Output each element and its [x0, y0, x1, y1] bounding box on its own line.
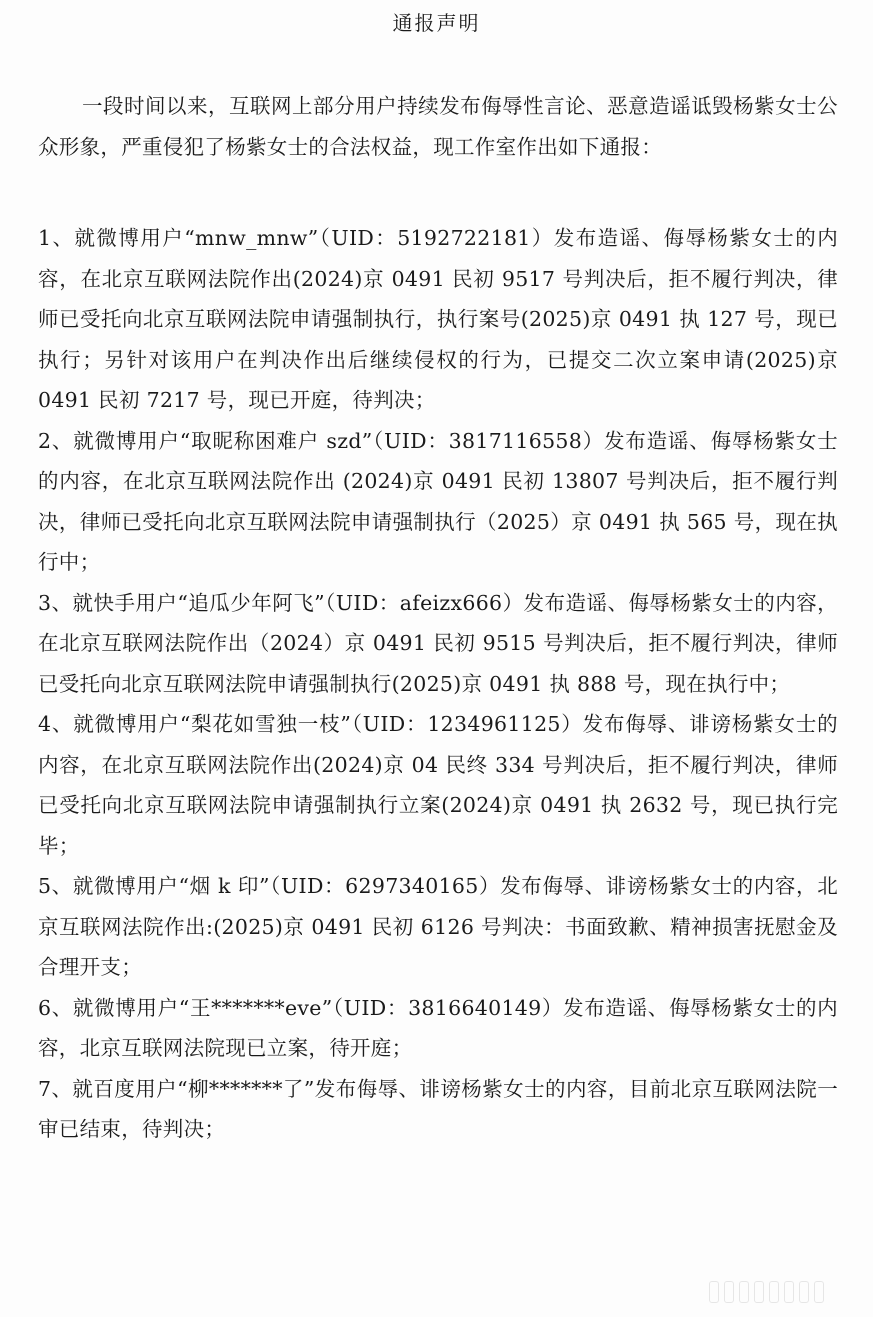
- notice-item-3: 3、就快手用户“追瓜少年阿飞”（UID：afeizx666）发布造谣、侮辱杨紫女士的内容，在北京互联网法院作出（2024）京 0491 民初 9515 号判决后，拒不履行判决，律师已受托向北京互联网法院申请强制执行(2025)京 0491 执 888 号，现在执行中；: [38, 590, 838, 696]
- notice-item-1: 1、就微博用户“mnw_mnw”（UID：5192722181）发布造谣、侮辱杨紫女士的内容，在北京互联网法院作出(2024)京 0491 民初 9517 号判决后，拒不履行判决，律师已受托向北京互联网法院申请强制执行，执行案号(2025)京 0491 执 127 号，现已执行；另针对该用户在判决作出后继续侵权的行为，已提交二次立案申请(2025)京 0491 民初 7217 号，现已开庭，待判决；: [38, 226, 838, 412]
- notice-item-7: 7、就百度用户“柳*******了”发布侮辱、诽谤杨紫女士的内容，目前北京互联网法院一审已结束，待判决；: [38, 1076, 838, 1141]
- watermark-bar-icon: [769, 1281, 779, 1303]
- notice-item-4: 4、就微博用户“梨花如雪独一枝”（UID：1234961125）发布侮辱、诽谤杨紫女士的内容，在北京互联网法院作出(2024)京 04 民终 334 号判决后，拒不履行判决，律师已受托向北京互联网法院申请强制执行立案(2024)京 0491 执 2632 号，现已执行完毕；: [38, 712, 838, 858]
- watermark-logo: [709, 1281, 859, 1303]
- notice-item-5: 5、就微博用户“烟 k 印”（UID：6297340165）发布侮辱、诽谤杨紫女士的内容，北京互联网法院作出:(2025)京 0491 民初 6126 号判决：书面致歉、精神损害抚慰金及合理开支；: [38, 874, 838, 979]
- document-title: 通报声明: [392, 11, 481, 35]
- watermark-bar-icon: [709, 1281, 719, 1303]
- notice-item-2: 2、就微博用户“取昵称困难户 szd”（UID：3817116558）发布造谣、侮辱杨紫女士的内容，在北京互联网法院作出 (2024)京 0491 民初 13807 号判决后，拒不履行判决，律师已受托向北京互联网法院申请强制执行（2025）京 0491 执 565 号，现在执行中；: [38, 428, 838, 574]
- notice-item-6: 6、就微博用户“王*******eve”（UID：3816640149）发布造谣、侮辱杨紫女士的内容，北京互联网法院现已立案，待开庭；: [38, 995, 838, 1060]
- watermark-bar-icon: [754, 1281, 764, 1303]
- watermark-bar-icon: [739, 1281, 749, 1303]
- notice-item-list: [38, 218, 838, 1150]
- watermark-bar-icon: [814, 1281, 824, 1303]
- watermark-bar-icon: [724, 1281, 734, 1303]
- watermark-bar-icon: [784, 1281, 794, 1303]
- watermark-bar-icon: [799, 1281, 809, 1303]
- intro-paragraph: 一段时间以来，互联网上部分用户持续发布侮辱性言论、恶意造谣诋毁杨紫女士公众形象，严重侵犯了杨紫女士的合法权益，现工作室作出如下通报：: [38, 94, 838, 159]
